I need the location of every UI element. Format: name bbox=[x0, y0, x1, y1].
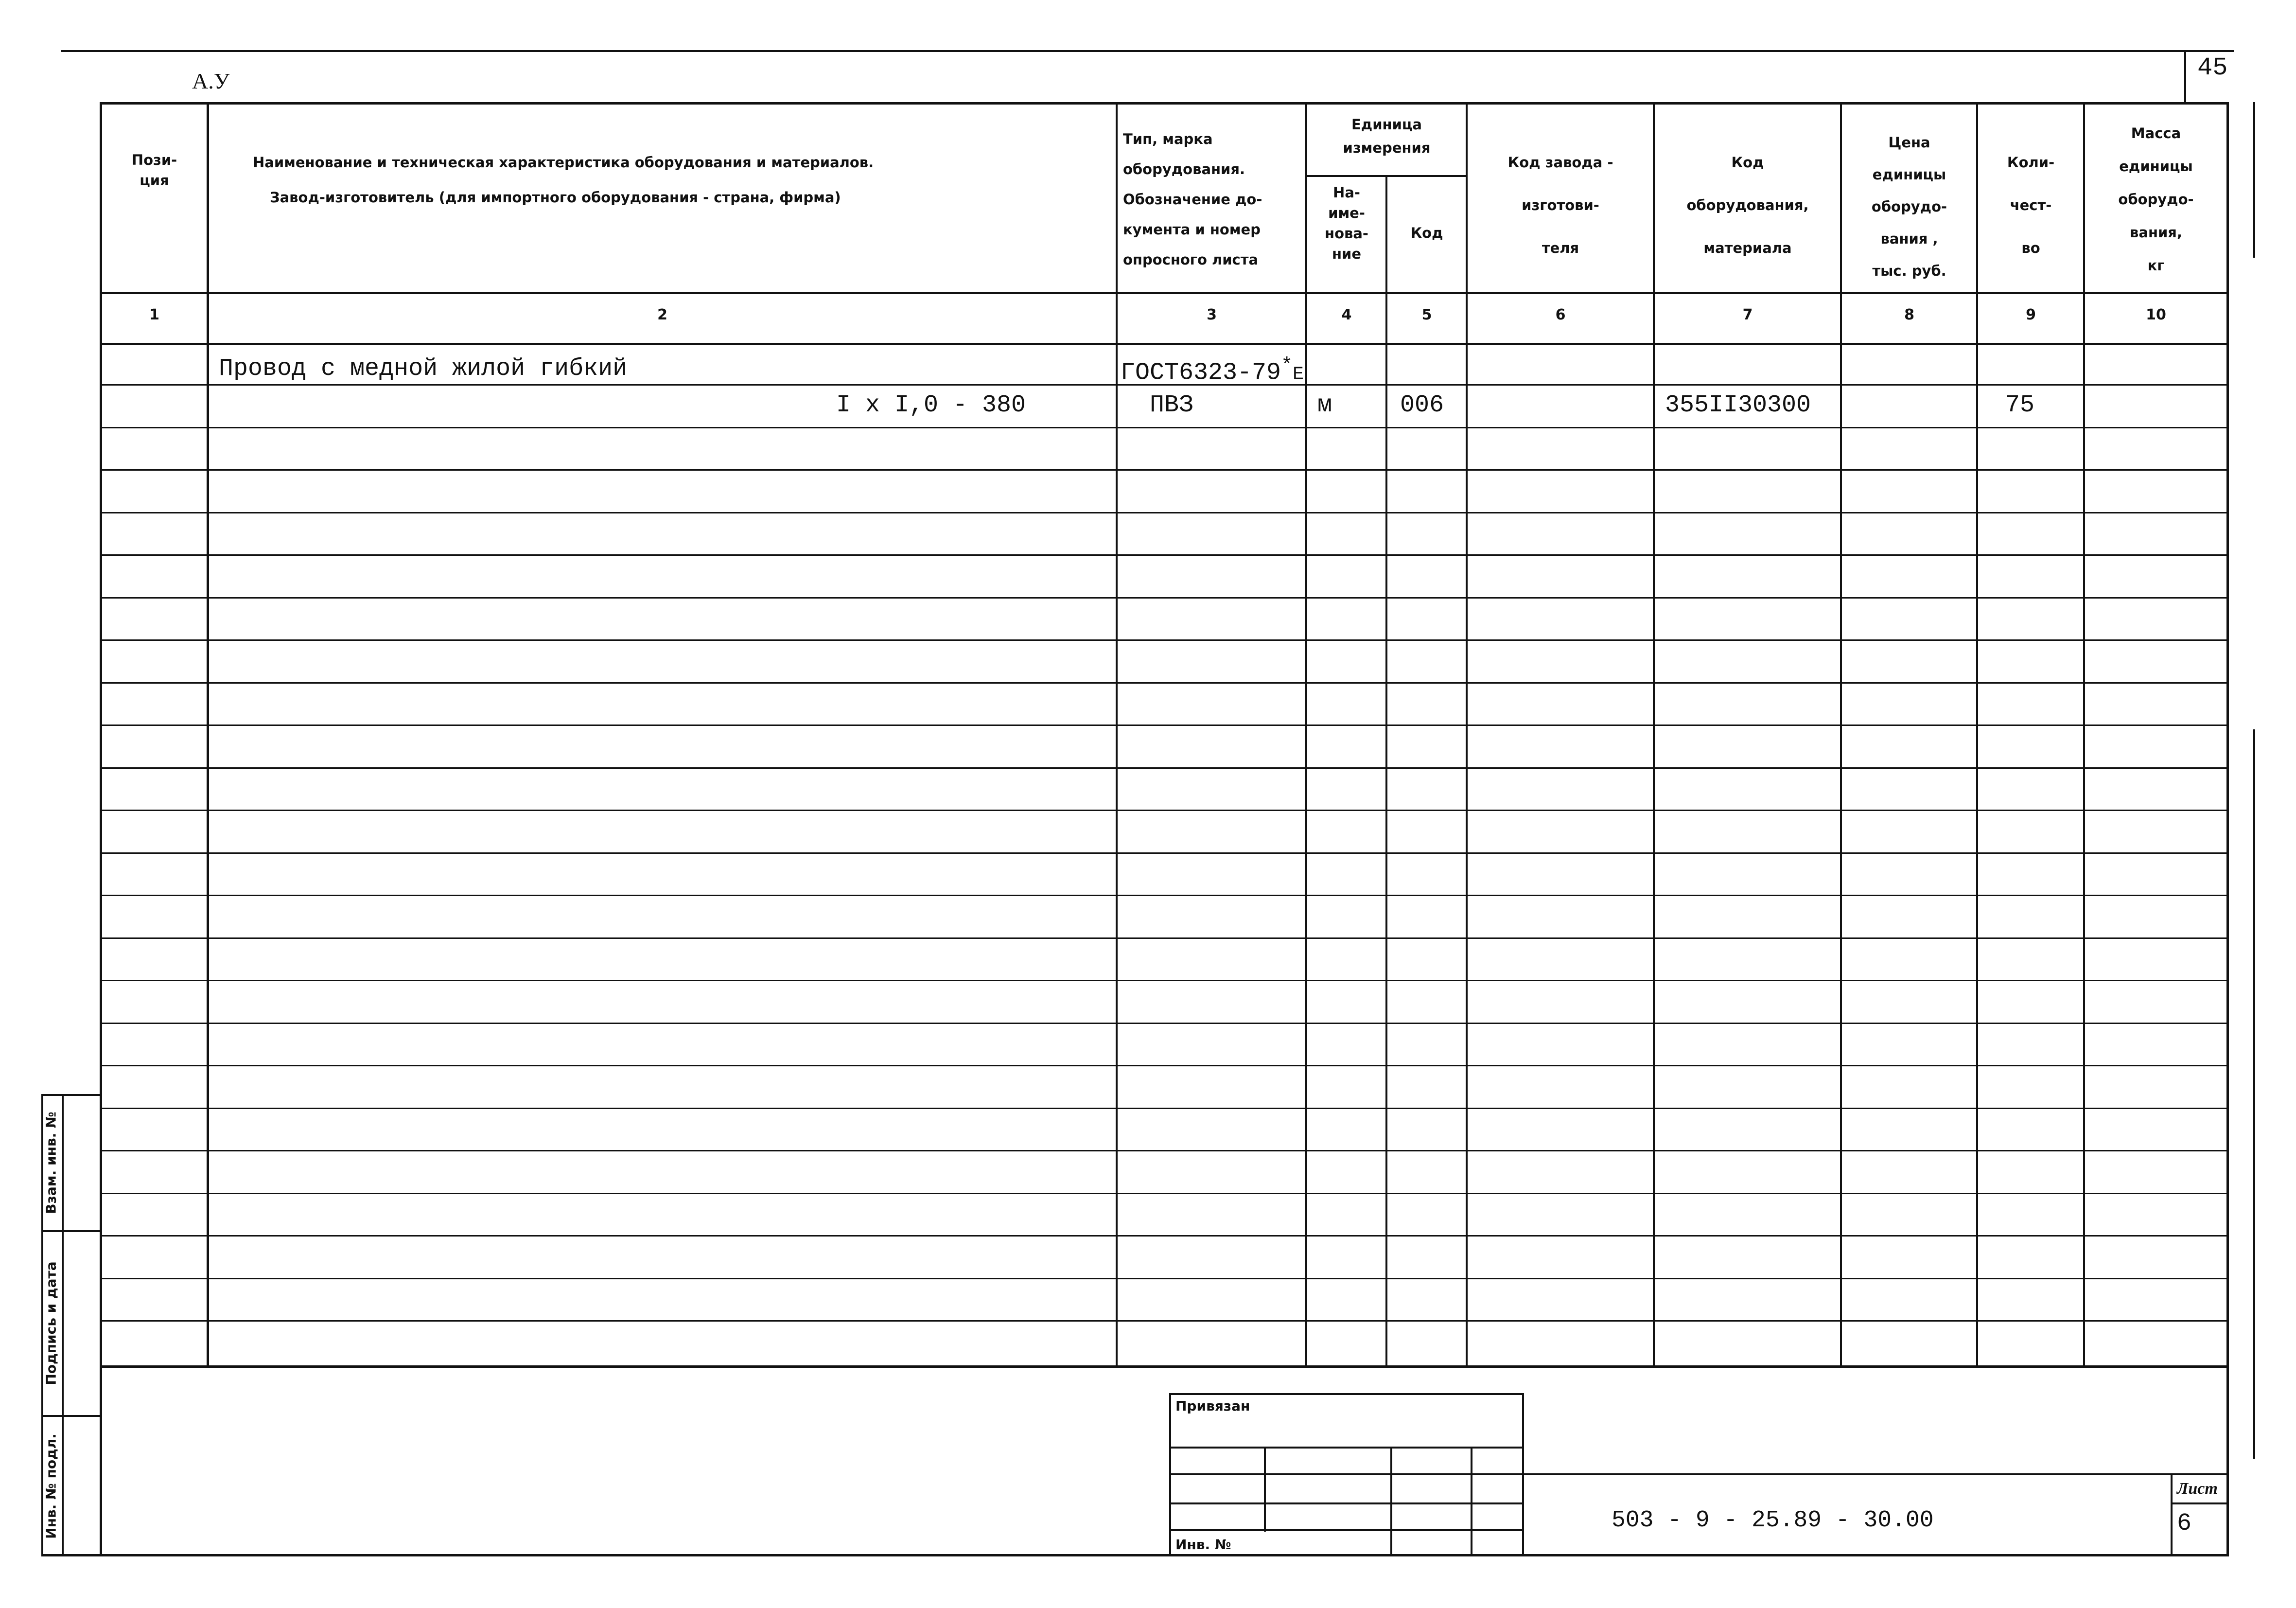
table-row-line bbox=[100, 937, 2229, 939]
header-unit-price: Цена единицы оборудо- вания , тыс. руб. bbox=[1871, 134, 1947, 279]
table-row-line bbox=[100, 1235, 2229, 1237]
header-equipment-code: Код оборудования, материала bbox=[1686, 154, 1809, 256]
bottom-frame-line bbox=[41, 1554, 2229, 1556]
sheet-number: 6 bbox=[2177, 1510, 2192, 1537]
row2-name-spec: I x I,0 - 380 bbox=[836, 391, 1026, 419]
table-row-line bbox=[100, 427, 2229, 428]
colnum-6: 6 bbox=[1555, 306, 1566, 323]
header-unit-name: На- име- нова- ние bbox=[1325, 184, 1368, 262]
table-row-line bbox=[100, 597, 2229, 599]
table-row-line bbox=[100, 980, 2229, 981]
bound-label: Привязан bbox=[1175, 1398, 1250, 1414]
side-label-inv-original: Инв. № подл. bbox=[43, 1433, 59, 1539]
sheet-label: Лист bbox=[2177, 1480, 2218, 1498]
page-number-box-left bbox=[2184, 50, 2186, 104]
colnum-2: 2 bbox=[657, 306, 667, 323]
colnum-bottom-line bbox=[100, 343, 2229, 345]
right-outer-mark-lower bbox=[2253, 729, 2255, 1459]
colnum-10: 10 bbox=[2146, 306, 2166, 323]
header-quantity: Коли- чест- во bbox=[2007, 154, 2055, 256]
table-row-line bbox=[100, 1193, 2229, 1194]
table-row-line bbox=[100, 724, 2229, 726]
table-row-line bbox=[100, 767, 2229, 769]
table-row-line bbox=[100, 1320, 2229, 1322]
row1-type-doc: ГОСТ6323-79*Е bbox=[1121, 355, 1304, 387]
code-box-top bbox=[1524, 1473, 2229, 1475]
row1-name: Провод с медной жилой гибкий bbox=[219, 355, 628, 383]
header-unit-mass: Масса единицы оборудо- вания, кг bbox=[2118, 125, 2194, 274]
colnum-4: 4 bbox=[1341, 306, 1352, 323]
table-bottom-line bbox=[100, 1365, 2229, 1368]
side-divider-1 bbox=[41, 1230, 102, 1232]
table-row-line bbox=[100, 682, 2229, 684]
table-right-border bbox=[2226, 102, 2229, 1556]
unit-subheader-divider bbox=[1305, 175, 1466, 177]
header-unit-code: Код bbox=[1410, 225, 1443, 241]
side-label-signature-date: Подпись и дата bbox=[43, 1261, 59, 1385]
colnum-9: 9 bbox=[2026, 306, 2036, 323]
side-divider-2 bbox=[41, 1415, 102, 1417]
table-row-line bbox=[100, 895, 2229, 896]
row2-unit-code: 006 bbox=[1400, 391, 1444, 419]
table-row-line bbox=[100, 469, 2229, 471]
header-name: Наименование и техническая характеристика оборудования и материалов. Завод-изготовитель (для импортного оборудования - страна, фирма) bbox=[253, 154, 874, 206]
side-label-replace-inv: Взам. инв. № bbox=[43, 1112, 59, 1214]
page-number: 45 bbox=[2197, 53, 2228, 82]
table-row-line bbox=[100, 639, 2229, 641]
table-row-line bbox=[100, 1065, 2229, 1066]
header-unit-group: Единица измерения bbox=[1343, 116, 1431, 156]
colnum-3: 3 bbox=[1207, 306, 1217, 323]
table-row-line bbox=[100, 554, 2229, 556]
bound-col-1 bbox=[1264, 1447, 1266, 1532]
row2-quantity: 75 bbox=[2005, 391, 2035, 419]
table-row-line bbox=[100, 852, 2229, 854]
col-line-4 bbox=[1385, 175, 1387, 1366]
header-position: Пози- ция bbox=[131, 152, 177, 189]
header-factory-code: Код завода - изготови- теля bbox=[1507, 154, 1613, 256]
table-row-line bbox=[100, 1278, 2229, 1279]
document-code: 503 - 9 - 25.89 - 30.00 bbox=[1612, 1507, 1934, 1534]
bound-col-2 bbox=[1390, 1447, 1392, 1556]
colnum-8: 8 bbox=[1904, 306, 1914, 323]
colnum-1: 1 bbox=[149, 306, 159, 323]
row2-type-mark: ПВЗ bbox=[1150, 391, 1194, 419]
table-row-line bbox=[100, 1108, 2229, 1109]
sheet-box-divider bbox=[2171, 1502, 2229, 1504]
side-box-top bbox=[41, 1094, 102, 1096]
header-code: А.У bbox=[192, 69, 230, 93]
bound-col-3 bbox=[1471, 1447, 1472, 1556]
colnum-5: 5 bbox=[1421, 306, 1432, 323]
top-border-line bbox=[61, 50, 2234, 52]
table-row-line bbox=[100, 1023, 2229, 1024]
table-top-border bbox=[100, 102, 2229, 105]
header-bottom-line bbox=[100, 292, 2229, 294]
right-outer-mark bbox=[2253, 102, 2255, 258]
row2-unit-name: м bbox=[1317, 391, 1332, 419]
colnum-7: 7 bbox=[1742, 306, 1753, 323]
row2-equipment-code: 355II30300 bbox=[1665, 391, 1811, 419]
table-row-line bbox=[100, 1150, 2229, 1151]
table-row-line bbox=[100, 512, 2229, 513]
sheet-box-left bbox=[2171, 1473, 2173, 1556]
table-row-line bbox=[100, 810, 2229, 811]
side-divider-vert bbox=[62, 1094, 64, 1556]
inv-label: Инв. № bbox=[1175, 1537, 1231, 1553]
header-type: Тип, марка оборудования. Обозначение до- кумента и номер опросного листа bbox=[1123, 131, 1262, 268]
bound-box-top bbox=[1169, 1393, 1524, 1395]
